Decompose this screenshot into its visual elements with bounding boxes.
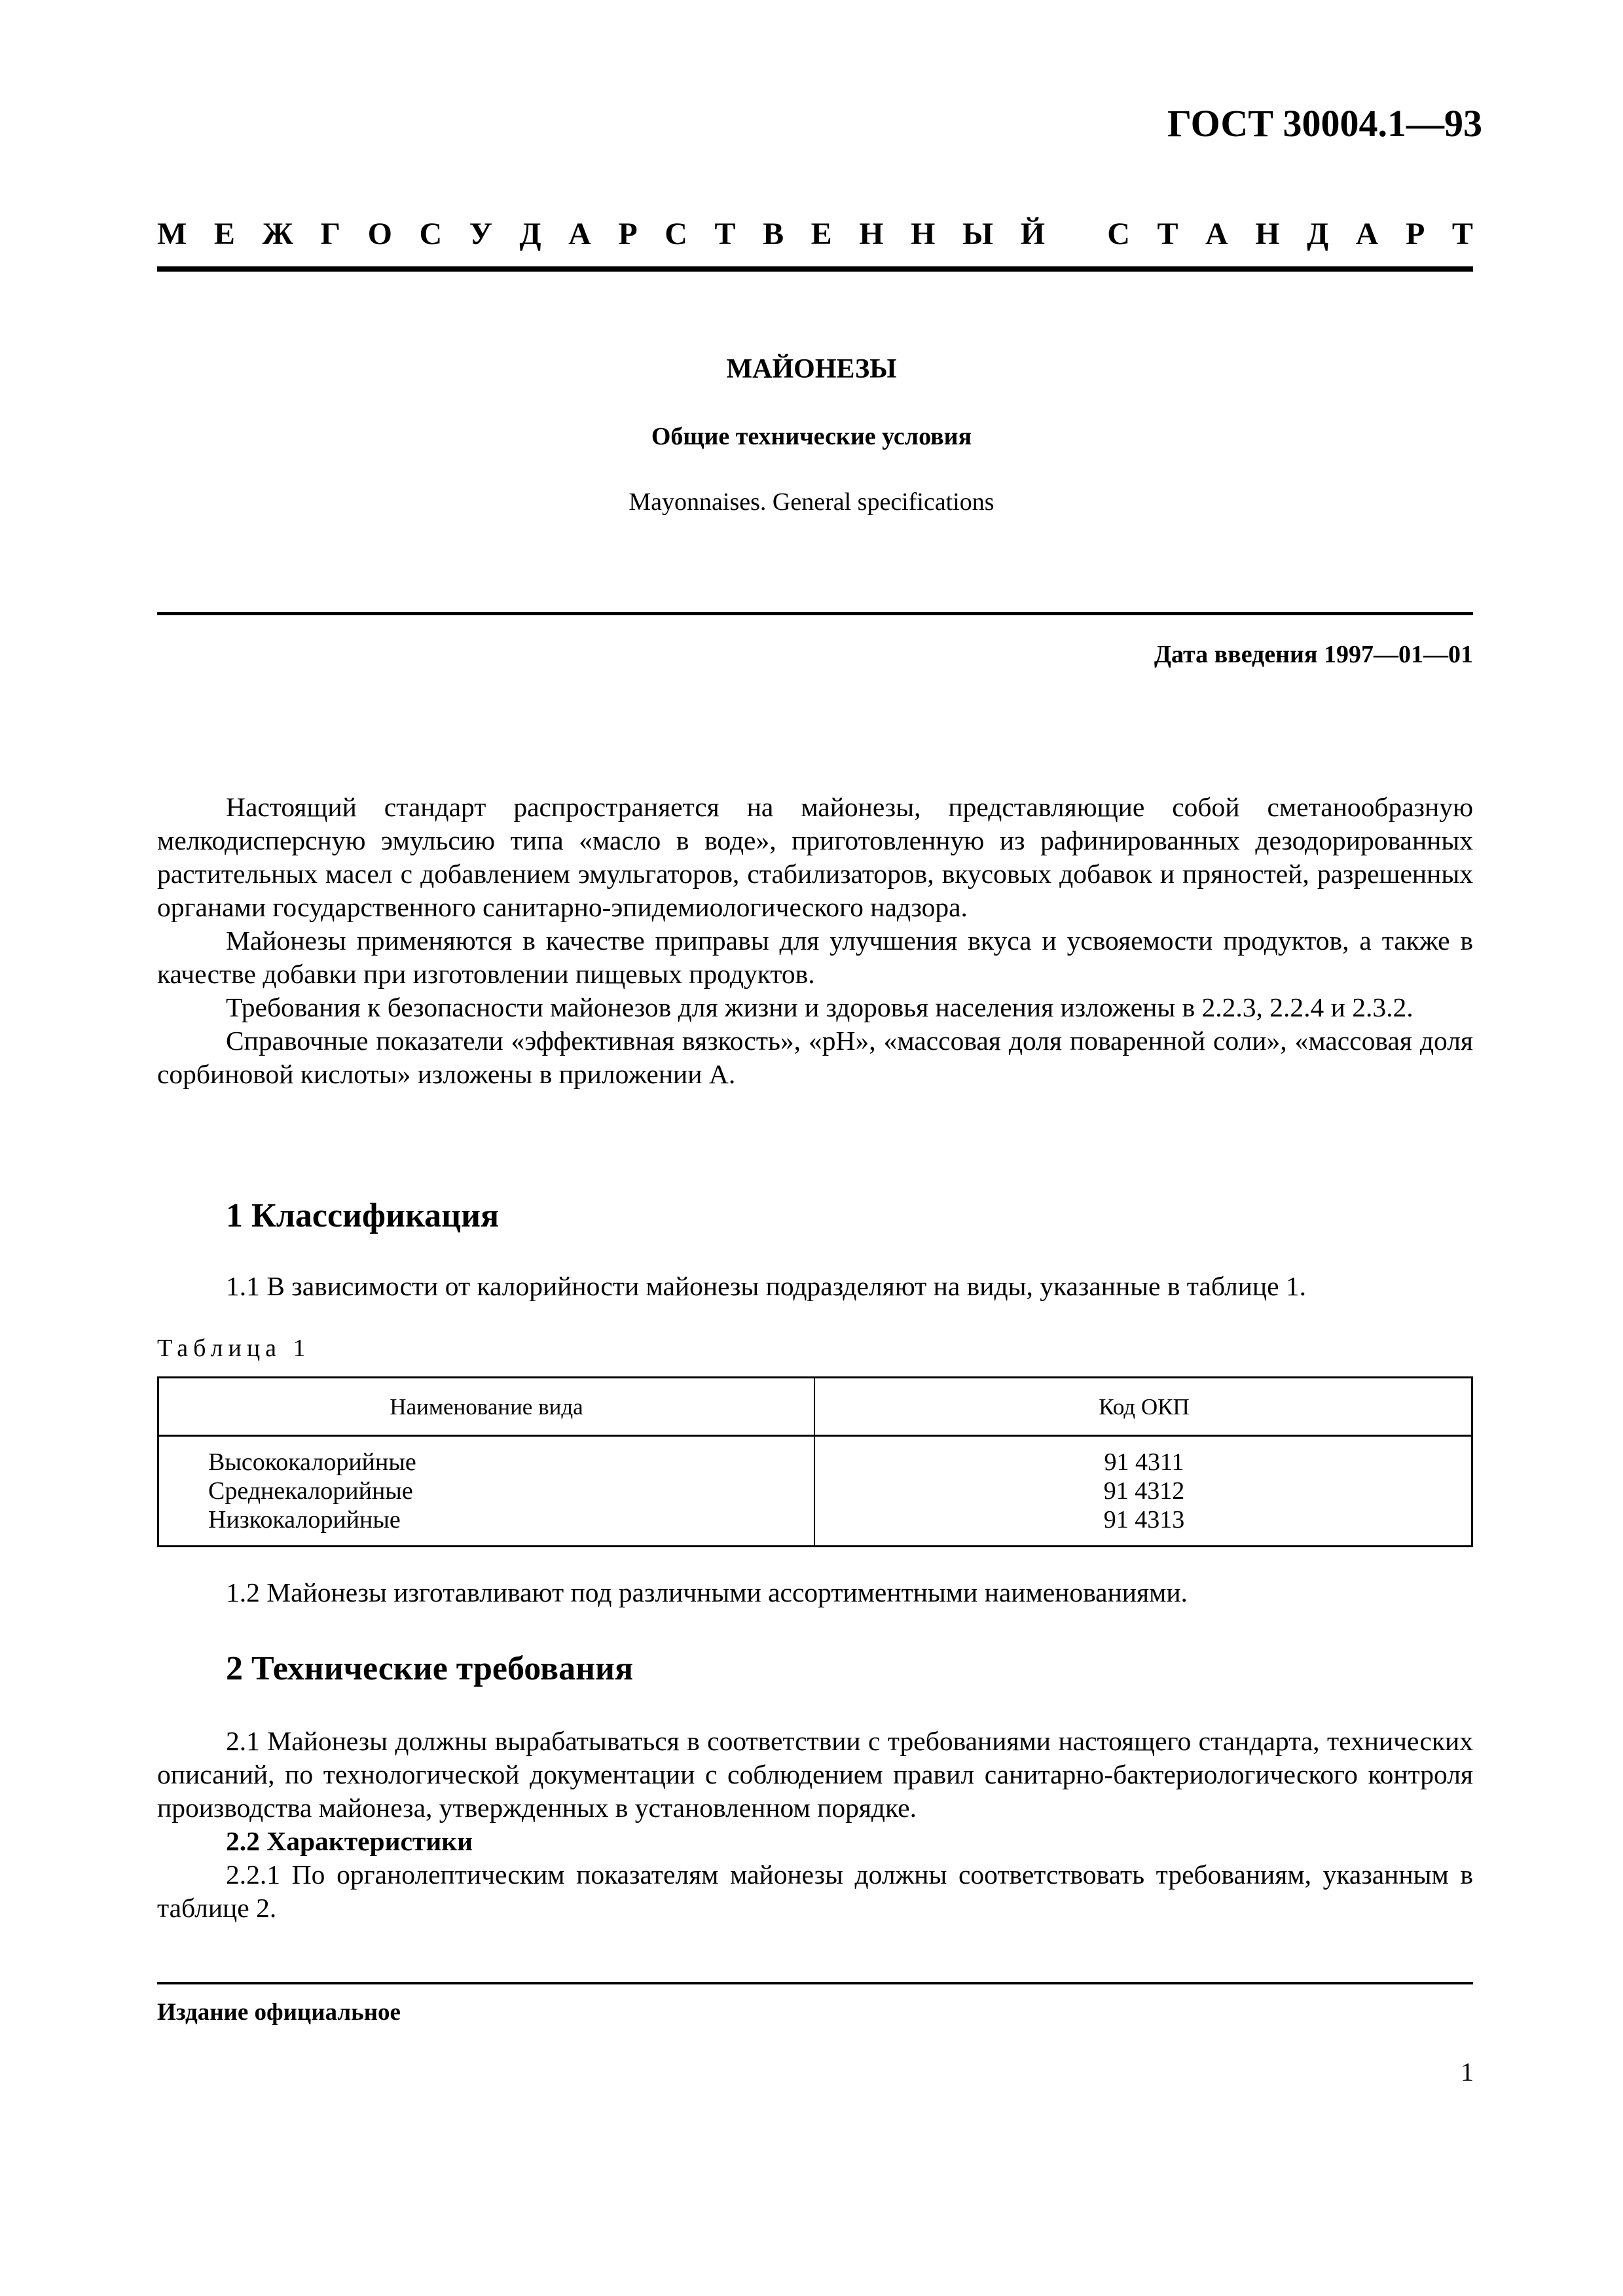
clause-2-2-1-text: 2.2.1 По органолептическим показателям майонезы должны соответствовать требованиям, указанным в таблице 2. xyxy=(157,1859,1473,1923)
intro-paragraph-safety: Требования к безопасности майонезов для жизни и здоровья населения изложены в 2.2.3, 2.2.4 и 2.3.2. xyxy=(226,992,1413,1022)
page-number: 1 xyxy=(1461,2057,1474,2087)
section-2-text xyxy=(157,1725,1473,1925)
table-row-name: Низкокалорийные xyxy=(208,1506,401,1534)
banner-letter: Д xyxy=(1307,217,1329,251)
intro-paragraph-scope: Настоящий стандарт распространяется на майонезы, представляющие собой сметанообразную мелкодисперсную эмульсию типа «масло в воде», приготовленную из рафинированных дезодорированных растительных масел с добавлением эмульгаторов, стабилизаторов, вкусовых добавок и пряностей, разрешенных органами государственного санитарно-эпидемиологического надзора. xyxy=(157,792,1473,922)
table-row-code: 91 4311 xyxy=(1104,1448,1184,1476)
banner-letter: Н xyxy=(1255,217,1280,251)
section-1-heading: 1 Классификация xyxy=(226,1197,500,1234)
banner-letter: У xyxy=(469,217,492,251)
table-column-names xyxy=(208,1448,416,1534)
banner-word-gap xyxy=(1072,216,1080,252)
clause-1-2 xyxy=(157,1576,1473,1609)
document-subtitle-en: Mayonnaises. General specifications xyxy=(629,488,994,516)
banner-letter: Т xyxy=(714,217,736,251)
banner-letter: Е xyxy=(811,217,832,251)
banner-letter: Ы xyxy=(962,217,994,251)
banner-letter: Ж xyxy=(262,217,293,251)
banner-letter: Р xyxy=(1405,217,1425,251)
intro-paragraph-reference: Справочные показатели «эффективная вязкость», «рН», «массовая доля поваренной соли», «массовая доля сорбиновой кислоты» изложены в приложении А. xyxy=(157,1026,1473,1089)
clause-2-1-text: 2.1 Майонезы должны вырабатываться в соответствии с требованиями настоящего стандарта, технических описаний, по технологической документации с соблюдением правил санитарно-бактериологического контроля производства майонеза, утвержденных в установленном порядке. xyxy=(157,1726,1473,1823)
table-row-code: 91 4313 xyxy=(1103,1506,1185,1534)
header-rule xyxy=(157,266,1473,272)
banner-letter: В xyxy=(763,217,784,251)
banner-letter: Н xyxy=(911,217,936,251)
banner-letter: А xyxy=(1355,217,1379,251)
edition-note: Издание официальное xyxy=(157,1999,401,2026)
clause-1-1 xyxy=(157,1270,1473,1303)
banner-letter: О xyxy=(367,217,392,251)
document-subtitle: Общие технические условия xyxy=(651,423,972,450)
banner-letter: С xyxy=(419,217,443,251)
document-title: МАЙОНЕЗЫ xyxy=(726,354,897,384)
interstate-standard-banner xyxy=(157,216,1473,252)
gost-number: ГОСТ 30004.1—93 xyxy=(1167,102,1482,145)
footer-rule xyxy=(157,1982,1473,1984)
banner-letter: М xyxy=(157,217,187,251)
title-rule xyxy=(157,612,1473,615)
banner-letter: Д xyxy=(519,217,541,251)
table-row-name: Высококалорийные xyxy=(208,1448,416,1476)
banner-letter: Т xyxy=(1157,217,1178,251)
section-2-heading: 2 Технические требования xyxy=(226,1650,634,1687)
table-header-divider xyxy=(159,1435,1471,1437)
banner-letter: Н xyxy=(859,217,884,251)
clause-2-2-heading: 2.2 Характеристики xyxy=(226,1826,473,1856)
banner-letter: А xyxy=(1205,217,1228,251)
table-row-code: 91 4312 xyxy=(1103,1477,1185,1505)
table-header-code: Код ОКП xyxy=(1099,1394,1190,1420)
banner-letter: Г xyxy=(320,217,341,251)
table-1 xyxy=(157,1376,1473,1547)
banner-letter: С xyxy=(1107,217,1130,251)
banner-letter: Р xyxy=(618,217,638,251)
clause-1-2-text: 1.2 Майонезы изготавливают под различными ассортиментными наименованиями. xyxy=(226,1577,1188,1607)
table-row-name: Среднекалорийные xyxy=(208,1477,413,1505)
table-1-caption: Таблица 1 xyxy=(157,1335,311,1362)
table-header-name: Наименование вида xyxy=(390,1394,583,1420)
intro-text xyxy=(157,791,1473,1091)
intro-date: Дата введения 1997—01—01 xyxy=(1154,641,1473,668)
banner-letter: Е xyxy=(213,217,235,251)
clause-1-1-text: 1.1 В зависимости от калорийности майонезы подразделяют на виды, указанные в таблице 1. xyxy=(226,1271,1306,1301)
banner-letter: Й xyxy=(1020,217,1046,251)
banner-letter: А xyxy=(568,217,591,251)
banner-letter: С xyxy=(665,217,687,251)
banner-letter: Т xyxy=(1451,217,1473,251)
table-column-codes xyxy=(815,1448,1473,1534)
intro-paragraph-usage: Майонезы применяются в качестве приправы для улучшения вкуса и усвояемости продуктов, а также в качестве добавки при изготовлении пищевых продуктов. xyxy=(157,925,1473,989)
